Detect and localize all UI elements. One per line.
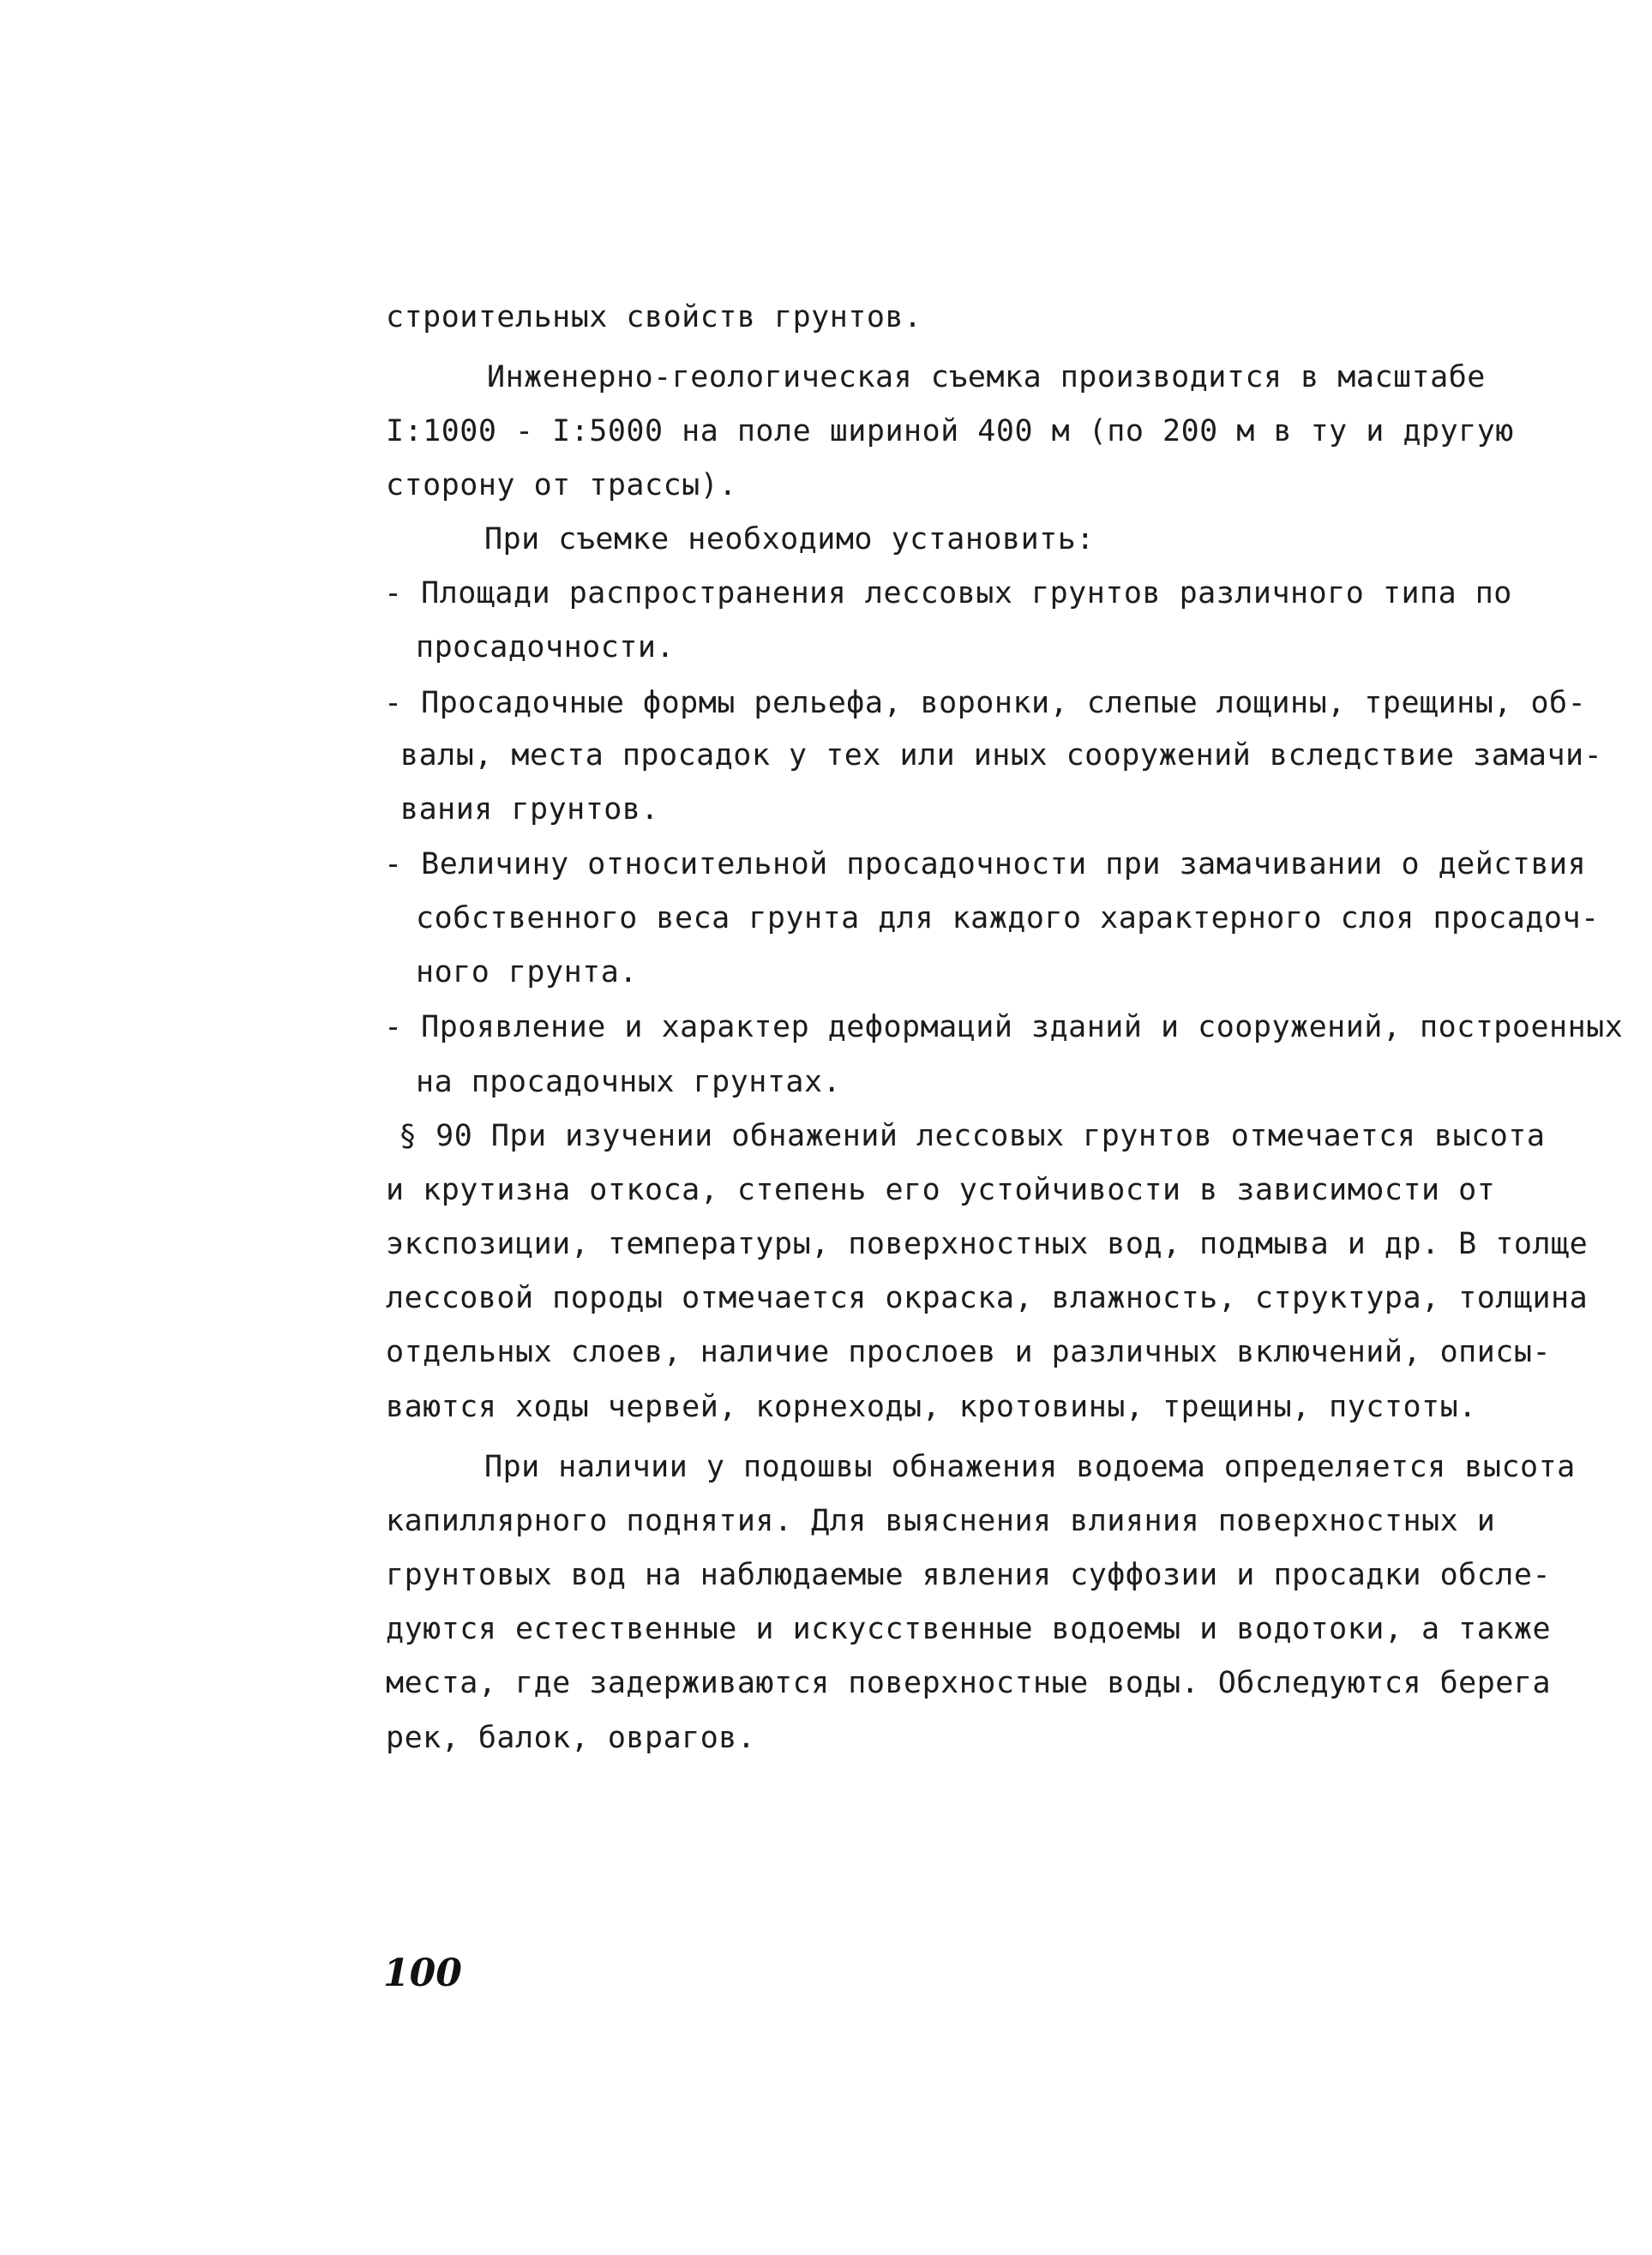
- paragraph-3-line-1: При наличии у подошвы обнажения водоема определяется высота: [484, 1450, 1576, 1484]
- paragraph-3-line-3: грунтовых вод на наблюдаемые явления суффозии и просадки обсле-: [386, 1558, 1552, 1592]
- list-item-2-line-1: - Просадочные формы рельефа, воронки, слепые лощины, трещины, об-: [384, 686, 1587, 720]
- page-number: 100: [383, 1951, 462, 1995]
- text-line-5: При съемке необходимо установить:: [484, 522, 1095, 556]
- list-item-2-line-2: валы, места просадок у тех или иных сооружений вследствие замачи-: [400, 738, 1603, 773]
- list-item-4-line-2: на просадочных грунтах.: [416, 1065, 842, 1099]
- text-line-3: I:1000 - I:5000 на поле шириной 400 м (по 200 м в ту и другую: [386, 414, 1514, 448]
- section-90-line-2: и крутизна откоса, степень его устойчивости в зависимости от: [386, 1173, 1496, 1207]
- section-90-line-1: § 90 При изучении обнажений лессовых грунтов отмечается высота: [399, 1119, 1546, 1153]
- list-item-4-line-1: - Проявление и характер деформаций зданий и сооружений, построенных: [384, 1010, 1624, 1044]
- list-item-3-line-1: - Величину относительной просадочности при замачивании о действия: [384, 847, 1587, 881]
- paragraph-3-line-5: места, где задерживаются поверхностные воды. Обследуются берега: [386, 1666, 1552, 1700]
- list-item-3-line-3: ного грунта.: [416, 955, 638, 989]
- list-item-1-line-1: - Площади распространения лессовых грунтов различного типа по: [384, 576, 1512, 610]
- paragraph-3-line-4: дуются естественные и искусственные водоемы и водотоки, а также: [386, 1612, 1552, 1646]
- text-line-2: Инженерно-геологическая съемка производится в масштабе: [487, 360, 1486, 394]
- paragraph-3-line-6: рек, балок, оврагов.: [386, 1721, 756, 1755]
- list-item-1-line-2: просадочности.: [416, 630, 676, 664]
- list-item-3-line-2: собственного веса грунта для каждого характерного слоя просадоч-: [416, 901, 1600, 935]
- section-90-line-6: ваются ходы червей, корнеходы, кротовины, трещины, пустоты.: [386, 1390, 1477, 1424]
- text-line-4: сторону от трассы).: [386, 468, 737, 502]
- section-90-line-5: отдельных слоев, наличие прослоев и различных включений, описы-: [386, 1335, 1552, 1369]
- section-90-line-4: лессовой породы отмечается окраска, влажность, структура, толщина: [386, 1281, 1589, 1315]
- list-item-2-line-3: вания грунтов.: [400, 792, 660, 827]
- section-90-line-3: экспозиции, температуры, поверхностных вод, подмыва и др. В толще: [386, 1227, 1589, 1261]
- paragraph-3-line-2: капиллярного поднятия. Для выяснения влияния поверхностных и: [386, 1504, 1496, 1538]
- text-line-1: строительных свойств грунтов.: [386, 300, 922, 334]
